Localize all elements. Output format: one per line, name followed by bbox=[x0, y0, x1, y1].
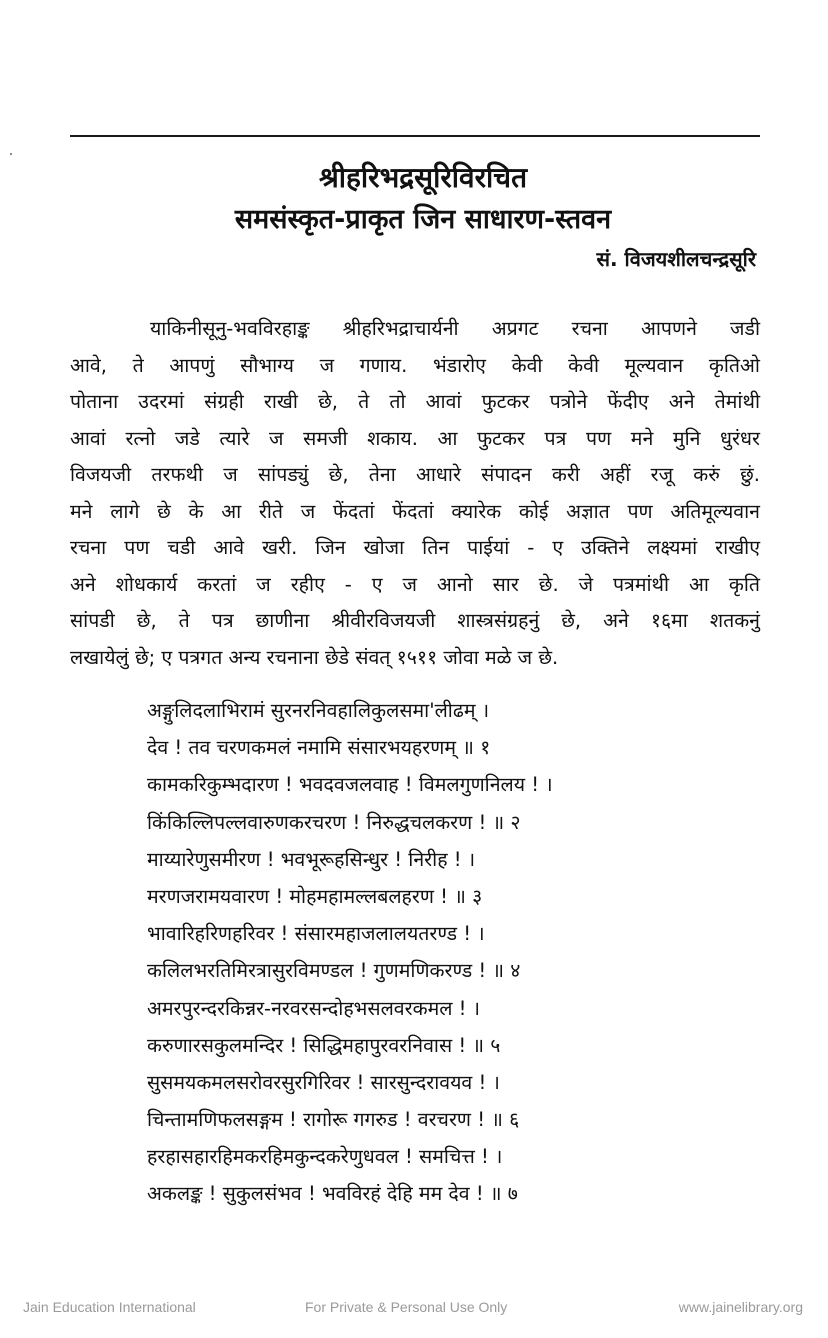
verse-line: चिन्तामणिफलसङ्गम ! रागोरू गगरुड ! वरचरण ! ॥ ६ bbox=[147, 1108, 520, 1132]
editor-credit: सं. विजयशीलचन्द्रसूरि bbox=[596, 247, 756, 271]
article-subtitle: समसंस्कृत-प्राकृत जिन साधारण-स्तवन bbox=[234, 204, 612, 235]
verse-line: अङ्गुलिदलाभिरामं सुरनरनिवहालिकुलसमा'लीढम् । bbox=[147, 699, 490, 722]
introduction-paragraph bbox=[70, 311, 760, 676]
intro-line: आवां रत्नो जडे त्यारे ज समजी शकाय. आ फुटकर पत्र पण मने मुनि धुरंधर bbox=[70, 426, 760, 450]
header-rule bbox=[70, 135, 760, 137]
verse-line: भावारिहरिणहरिवर ! संसारमहाजलालयतरण्ड ! । bbox=[147, 922, 485, 946]
verse-line: हरहासहारहिमकरहिमकुन्दकरेणुधवल ! समचित्त ! । bbox=[147, 1145, 503, 1169]
verse-line: करुणारसकुलमन्दिर ! सिद्धिमहापुरवरनिवास ! ॥ ५ bbox=[147, 1033, 501, 1057]
intro-line: विजयजी तरफथी ज सांपड्युं छे, तेना आधारे संपादन करी अहीं रजू करुं छुं. bbox=[70, 463, 760, 486]
scan-speck bbox=[10, 153, 12, 155]
footer-website-link[interactable]: www.jainelibrary.org bbox=[678, 1299, 803, 1315]
intro-line: मने लागे छे के आ रीते ज फेंदतां फेंदतां क्यारेक कोई अज्ञात पण अतिमूल्यवान bbox=[70, 499, 760, 523]
intro-line: लखायेलुं छे; ए पत्रगत अन्य रचनाना छेडे संवत् १५११ जोवा मळे ज छे. bbox=[70, 645, 559, 669]
footer-usage-notice: For Private & Personal Use Only bbox=[305, 1299, 508, 1315]
verse-line: देव ! तव चरणकमलं नमामि संसारभयहरणम् ॥ १ bbox=[147, 736, 491, 760]
intro-line: पोताना उदरमां संग्रही राखी छे, ते तो आवां फुटकर पत्रोने फेंदीए अने तेमांथी bbox=[70, 390, 760, 413]
verse-line: किंकिल्लिपल्लवारुणकरचरण ! निरुद्धचलकरण ! ॥ २ bbox=[147, 810, 521, 834]
intro-line: सांपडी छे, ते पत्र छाणीना श्रीवीरविजयजी शास्त्रसंग्रहनुं छे, अने १६मा शतकनुं bbox=[70, 609, 760, 632]
intro-line: रचना पण चडी आवे खरी. जिन खोजा तिन पाईयां - ए उक्तिने लक्ष्यमां राखीए bbox=[70, 536, 760, 559]
page-footer bbox=[0, 1296, 828, 1318]
article-title: श्रीहरिभद्रसूरिविरचित bbox=[318, 161, 528, 194]
intro-line: अने शोधकार्य करतां ज रहीए - ए ज आनो सार छे. जे पत्रमांथी आ कृति bbox=[70, 572, 760, 596]
verse-line: अमरपुरन्दरकिन्नर-नरवरसन्दोहभसलवरकमल ! । bbox=[147, 996, 481, 1020]
verse-line: कामकरिकुम्भदारण ! भवदवजलवाह ! विमलगुणनिलय ! । bbox=[147, 773, 553, 797]
verse-line: सुसमयकमलसरोवरसुरगिरिवर ! सारसुन्दरावयव ! । bbox=[147, 1070, 500, 1094]
footer-publisher: Jain Education International bbox=[23, 1299, 196, 1315]
stotra-verses bbox=[147, 692, 553, 1213]
verse-line: अकलङ्क ! सुकुलसंभव ! भवविरहं देहि मम देव ! ॥ ७ bbox=[147, 1182, 518, 1206]
intro-line: आवे, ते आपणुं सौभाग्य ज गणाय. भंडारोए केवी केवी मूल्यवान कृतिओ bbox=[70, 353, 760, 377]
verse-line: कलिलभरतिमिरत्रासुरविमण्डल ! गुणमणिकरण्ड ! ॥ ४ bbox=[147, 959, 521, 983]
verse-line: मरणजरामयवारण ! मोहमहामल्लबलहरण ! ॥ ३ bbox=[147, 884, 483, 908]
intro-line: याकिनीसूनु-भवविरहाङ्क श्रीहरिभद्राचार्यनी अप्रगट रचना आपणने जडी bbox=[150, 317, 760, 340]
verse-line: माय्यारेणुसमीरण ! भवभूरूहसिन्धुर ! निरीह ! । bbox=[147, 847, 476, 871]
